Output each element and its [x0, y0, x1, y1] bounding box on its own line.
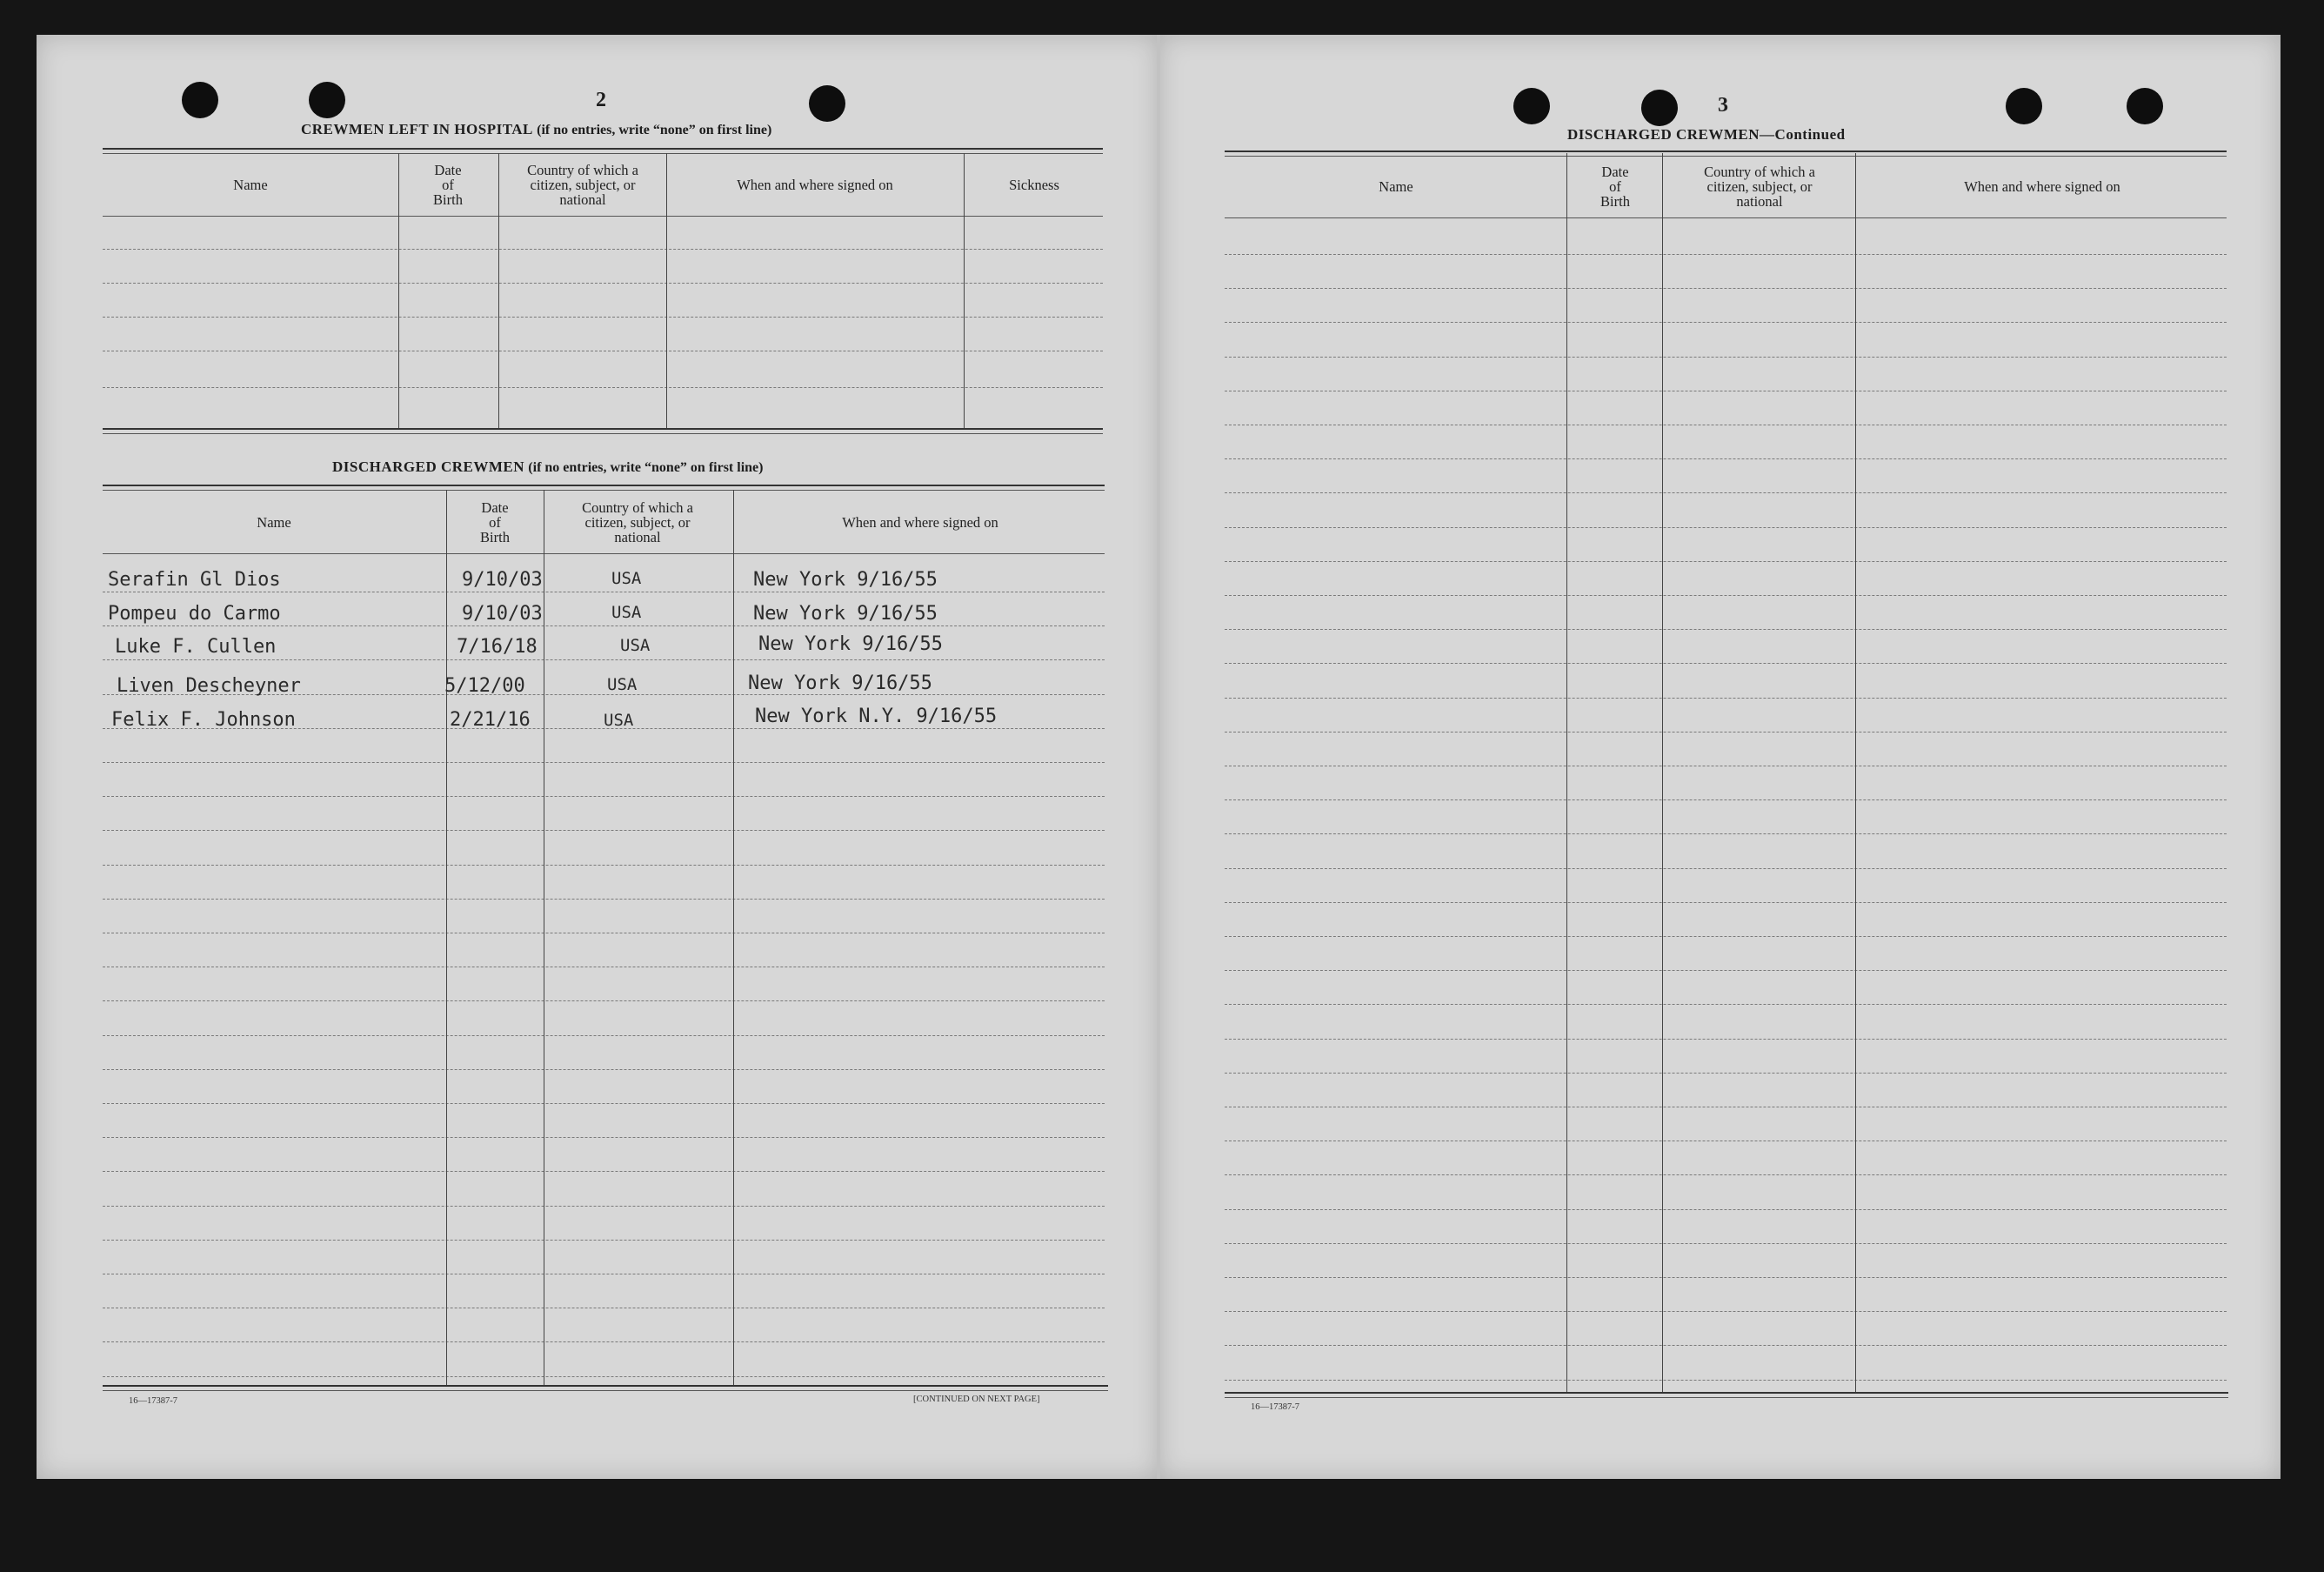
- row-line: [1225, 595, 2227, 596]
- hospital-col-divider: [398, 153, 399, 428]
- punch-hole: [2127, 88, 2163, 124]
- discharged-section-title: [332, 458, 763, 476]
- right-top-rule: [1225, 151, 2227, 157]
- hospital-col-country: Country of which a citizen, subject, or national: [527, 161, 638, 208]
- page-number: 2: [596, 89, 606, 111]
- crewman-dob: 5/12/00: [444, 675, 525, 697]
- hospital-row-line: [103, 249, 1103, 250]
- row-line: [1225, 527, 2227, 528]
- row-line: [103, 659, 1105, 660]
- row-line: [103, 1137, 1105, 1138]
- row-line: [1225, 799, 2227, 800]
- row-line: [1225, 1277, 2227, 1278]
- discharged-col-country: Country of which a citizen, subject, or national: [582, 498, 693, 545]
- hospital-row-line: [103, 283, 1103, 284]
- punch-hole: [1641, 90, 1678, 126]
- crewman-name: Liven Descheyner: [117, 675, 301, 697]
- row-line: [1225, 492, 2227, 493]
- discharged-col-name: Name: [257, 513, 291, 531]
- row-line: [1225, 902, 2227, 903]
- discharged-top-rule: [103, 485, 1105, 491]
- crewman-name: Pompeu do Carmo: [108, 603, 281, 625]
- crewman-country: USA: [607, 675, 638, 694]
- row-line: [1225, 1243, 2227, 1244]
- continued-title-suffix: —Continued: [1760, 126, 1846, 143]
- right-col-name: Name: [1379, 177, 1413, 195]
- row-line: [1225, 1311, 2227, 1312]
- hospital-note: (if no entries, write “none” on first line): [537, 123, 772, 137]
- row-line: [1225, 833, 2227, 834]
- hospital-bottom-rule: [103, 428, 1103, 434]
- discharged-title: DISCHARGED CREWMEN: [332, 458, 525, 475]
- row-line: [1225, 868, 2227, 869]
- right-col-divider: [1662, 153, 1663, 1392]
- hospital-row-line: [103, 317, 1103, 318]
- row-line: [1225, 698, 2227, 699]
- row-line: [1225, 970, 2227, 971]
- discharged-col-divider: [446, 490, 447, 1386]
- row-line: [1225, 288, 2227, 289]
- row-line: [103, 1171, 1105, 1172]
- crewman-dob: 9/10/03: [462, 603, 543, 625]
- row-line: [1225, 1004, 2227, 1005]
- hospital-section-title: [301, 121, 771, 138]
- punch-hole: [809, 85, 845, 122]
- row-line: [1225, 1345, 2227, 1346]
- row-line: [103, 625, 1105, 626]
- row-line: [103, 1103, 1105, 1104]
- punch-hole: [182, 82, 218, 118]
- row-line: [103, 1206, 1105, 1207]
- hospital-col-dob: Date of Birth: [433, 161, 463, 208]
- page-number: 3: [1718, 94, 1728, 117]
- row-line: [103, 1069, 1105, 1070]
- crewman-signed-on: New York 9/16/55: [748, 672, 932, 694]
- right-col-divider: [1855, 153, 1856, 1392]
- crewman-signed-on: New York 9/16/55: [753, 603, 938, 625]
- hospital-header-rule: [103, 216, 1103, 217]
- punch-hole: [309, 82, 345, 118]
- hospital-title: CREWMEN LEFT IN HOSPITAL: [301, 121, 533, 137]
- punch-hole: [1513, 88, 1550, 124]
- discharged-note: (if no entries, write “none” on first line): [528, 460, 764, 475]
- row-line: [103, 1376, 1105, 1377]
- crewman-dob: 2/21/16: [450, 709, 531, 731]
- right-col-divider: [1566, 153, 1567, 1392]
- hospital-col-divider: [666, 153, 667, 428]
- row-line: [1225, 458, 2227, 459]
- row-line: [103, 1035, 1105, 1036]
- continued-section-title: [1567, 126, 1846, 144]
- row-line: [1225, 1380, 2227, 1381]
- right-col-dob: Date of Birth: [1600, 163, 1630, 210]
- crewman-signed-on: New York 9/16/55: [758, 633, 943, 655]
- hospital-col-divider: [498, 153, 499, 428]
- right-header-rule: [1225, 217, 2227, 218]
- hospital-col-name: Name: [233, 176, 268, 193]
- page-fold: [1157, 35, 1160, 1479]
- row-line: [1225, 1073, 2227, 1074]
- discharged-col-divider: [733, 490, 734, 1386]
- crewman-name: Luke F. Cullen: [115, 636, 277, 658]
- row-line: [103, 830, 1105, 831]
- row-line: [1225, 322, 2227, 323]
- right-col-signed: When and where signed on: [1964, 177, 2120, 195]
- continued-title: DISCHARGED CREWMEN: [1567, 126, 1760, 143]
- right-bottom-rule: [1225, 1392, 2228, 1398]
- row-line: [103, 1000, 1105, 1001]
- form-number: 16—17387-7: [129, 1396, 177, 1406]
- hospital-col-divider: [964, 153, 965, 428]
- row-line: [103, 796, 1105, 797]
- discharged-col-signed: When and where signed on: [842, 513, 998, 531]
- discharged-bottom-rule: [103, 1385, 1108, 1391]
- right-page: [1159, 35, 2281, 1479]
- row-line: [1225, 357, 2227, 358]
- row-line: [103, 1240, 1105, 1241]
- row-line: [1225, 936, 2227, 937]
- crewman-signed-on: New York 9/16/55: [753, 569, 938, 591]
- hospital-row-line: [103, 387, 1103, 388]
- row-line: [103, 899, 1105, 900]
- punch-hole: [2006, 88, 2042, 124]
- form-number: 16—17387-7: [1251, 1402, 1299, 1412]
- discharged-col-dob: Date of Birth: [480, 498, 510, 545]
- continued-note: [CONTINUED ON NEXT PAGE]: [913, 1395, 1040, 1404]
- discharged-header-rule: [103, 553, 1105, 554]
- row-line: [1225, 561, 2227, 562]
- row-line: [1225, 629, 2227, 630]
- crewman-signed-on: New York N.Y. 9/16/55: [755, 706, 998, 727]
- row-line: [103, 1341, 1105, 1342]
- right-col-country: Country of which a citizen, subject, or national: [1704, 163, 1815, 210]
- hospital-top-rule: [103, 148, 1103, 154]
- row-line: [103, 762, 1105, 763]
- left-page: [37, 35, 1159, 1479]
- row-line: [1225, 254, 2227, 255]
- crewman-country: USA: [611, 603, 642, 622]
- row-line: [1225, 1039, 2227, 1040]
- crewman-name: Felix F. Johnson: [111, 709, 296, 731]
- row-line: [103, 865, 1105, 866]
- crewman-country: USA: [611, 569, 642, 588]
- row-line: [1225, 1209, 2227, 1210]
- hospital-col-sickness: Sickness: [1009, 176, 1059, 193]
- crewman-dob: 9/10/03: [462, 569, 543, 591]
- row-line: [1225, 1174, 2227, 1175]
- hospital-col-signed: When and where signed on: [737, 176, 893, 193]
- crewman-country: USA: [620, 636, 651, 655]
- crewman-name: Serafin Gl Dios: [108, 569, 281, 591]
- row-line: [1225, 663, 2227, 664]
- crewman-country: USA: [604, 711, 634, 730]
- crewman-dob: 7/16/18: [457, 636, 538, 658]
